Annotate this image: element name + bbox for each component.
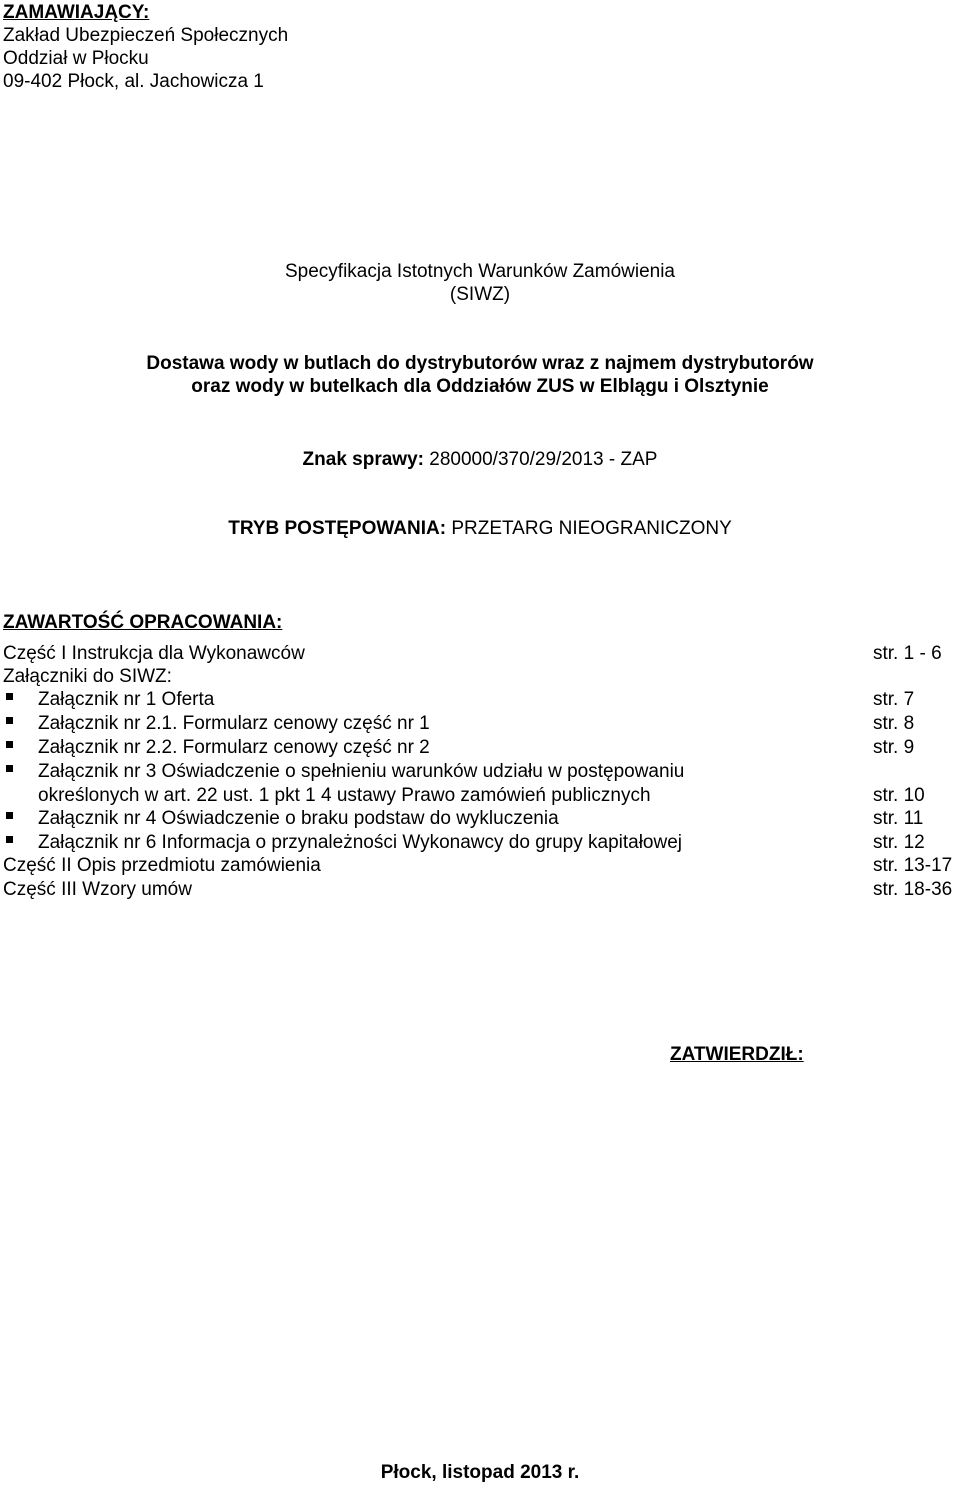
- procedure-mode: [0, 519, 960, 538]
- bullet-icon: [6, 717, 13, 724]
- toc-part-2: Część II Opis przedmiotu zamówienia: [3, 855, 321, 876]
- ordering-party-heading: ZAMAWIAJĄCY:: [3, 2, 150, 23]
- place-date: Płock, listopad 2013 r.: [380, 1462, 580, 1483]
- contents-heading: ZAWARTOŚĆ OPRACOWANIA:: [3, 612, 283, 633]
- bullet-icon: [6, 765, 13, 772]
- bullet-icon: [6, 741, 13, 748]
- toc-part-3-page: str. 18-36: [873, 879, 953, 900]
- ordering-party-line-1: Zakład Ubezpieczeń Społecznych: [3, 25, 289, 46]
- toc-attachment-1: Załącznik nr 1 Oferta: [38, 689, 215, 710]
- bullet-icon: [6, 836, 13, 843]
- toc-part-1: Część I Instrukcja dla Wykonawców: [3, 643, 305, 664]
- toc-attachment-2-1: Załącznik nr 2.1. Formularz cenowy część nr 1: [38, 713, 430, 734]
- procedure-value: PRZETARG NIEOGRANICZONY: [451, 518, 732, 539]
- ordering-party-line-3: 09-402 Płock, al. Jachowicza 1: [3, 71, 264, 92]
- subject-line-2: oraz wody w butelkach dla Oddziałów ZUS w Elblągu i Olsztynie: [191, 376, 769, 397]
- toc-attachment-3-page: str. 10: [873, 785, 925, 806]
- toc-attachment-1-page: str. 7: [873, 689, 915, 710]
- bullet-icon: [6, 812, 13, 819]
- ordering-party-line-2: Oddział w Płocku: [3, 48, 149, 69]
- toc-attachment-3: Załącznik nr 3 Oświadczenie o spełnieniu warunków udziału w postępowaniu: [38, 761, 685, 782]
- case-number: [0, 450, 960, 469]
- approved-label: ZATWIERDZIŁ:: [670, 1044, 804, 1065]
- toc-attachment-6: Załącznik nr 6 Informacja o przynależności Wykonawcy do grupy kapitałowej: [38, 832, 683, 853]
- bullet-icon: [6, 693, 13, 700]
- case-number-label: Znak sprawy:: [302, 449, 424, 470]
- toc-attachment-2-2: Załącznik nr 2.2. Formularz cenowy część nr 2: [38, 737, 430, 758]
- attachments-label: Załączniki do SIWZ:: [3, 666, 172, 687]
- toc-attachment-3-cont: określonych w art. 22 ust. 1 pkt 1 4 ustawy Prawo zamówień publicznych: [38, 785, 651, 806]
- toc-attachment-4: Załącznik nr 4 Oświadczenie o braku podstaw do wykluczenia: [38, 808, 559, 829]
- document-title-abbr: (SIWZ): [449, 284, 511, 305]
- procedure-label: TRYB POSTĘPOWANIA:: [228, 518, 447, 539]
- toc-attachment-6-page: str. 12: [873, 832, 925, 853]
- toc-part-2-page: str. 13-17: [873, 855, 953, 876]
- case-number-value: 280000/370/29/2013 - ZAP: [429, 449, 658, 470]
- document-title: Specyfikacja Istotnych Warunków Zamówienia: [284, 261, 675, 282]
- subject-line-1: Dostawa wody w butlach do dystrybutorów wraz z najmem dystrybutorów: [146, 353, 814, 374]
- toc-part-1-page: str. 1 - 6: [873, 643, 942, 664]
- toc-attachment-2-1-page: str. 8: [873, 713, 915, 734]
- toc-attachment-4-page: str. 11: [873, 808, 924, 829]
- toc-part-3: Część III Wzory umów: [3, 879, 192, 900]
- toc-attachment-2-2-page: str. 9: [873, 737, 915, 758]
